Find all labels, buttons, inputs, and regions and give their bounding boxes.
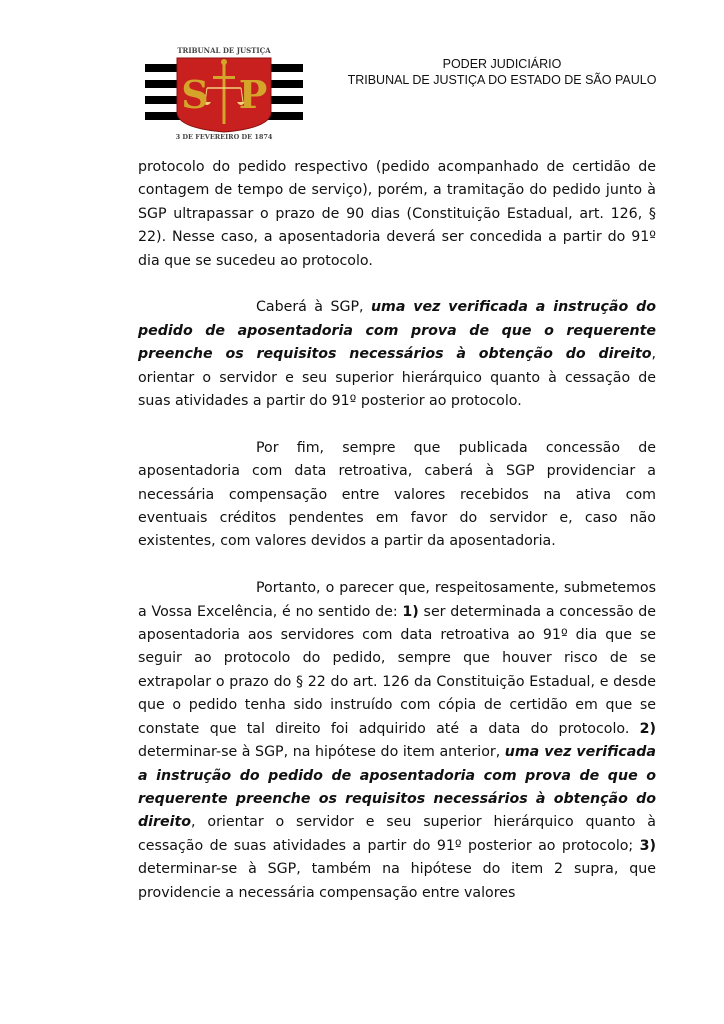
paragraph <box>138 296 656 413</box>
paragraph <box>138 577 656 905</box>
paragraph-text: , orientar o servidor e seu superior hierárquico quanto à cessação de suas atividades a partir do 91º posterior ao protocolo. <box>138 346 656 410</box>
paragraph-text: protocolo do pedido respectivo (pedido acompanhado de certidão de contagem de tempo de serviço), porém, a tramitação do pedido junto à SGP ultrapassar o prazo de 90 dias (Constituição Estadual, art. 126, § 22). Nesse caso, a aposentadoria deverá ser concedida a partir do 91º dia que se sucedeu ao protocolo. <box>138 159 656 269</box>
emphasized-text: uma vez verificada a instrução do pedido de aposentadoria com prova de que o requerente preenche os requisitos necessários à obtenção do direito <box>138 744 656 831</box>
letterhead-line-1: PODER JUDICIÁRIO <box>442 57 562 71</box>
seal-letter-p: P <box>238 72 268 117</box>
emphasized-text: 1) <box>402 603 419 620</box>
paragraph-text: ser determinada a concessão de aposentadoria aos servidores com data retroativa ao 91º dia que se seguir ao protocolo do pedido, sempre que houver risco de se extrapolar o prazo do § 22 do art. 126 da Constituição Estadual, e desde que o pedido tenha sido instruído com cópia de certidão em que se constate que tal direito foi adquirido até a data do protocolo. <box>138 603 656 737</box>
emphasized-text: 2) <box>639 720 656 737</box>
seal-letter-s: S <box>181 72 209 117</box>
document-body <box>138 156 656 905</box>
paragraph <box>138 437 656 554</box>
letterhead-line-2: TRIBUNAL DE JUSTIÇA DO ESTADO DE SÃO PAULO <box>347 73 657 87</box>
letterhead <box>322 56 682 88</box>
emphasized-text: uma vez verificada a instrução do pedido de aposentadoria com prova de que o requerente preenche os requisitos necessários à obtenção do direito <box>138 299 656 363</box>
seal-bottom-text: 3 DE FEVEREIRO DE 1874 <box>175 133 273 140</box>
paragraph-text: Caberá à SGP, <box>256 299 371 316</box>
paragraph-text: determinar-se à SGP, na hipótese do item anterior, <box>138 744 505 761</box>
paragraph-text: , orientar o servidor e seu superior hierárquico quanto à cessação de suas atividades a partir do 91º posterior ao protocolo; <box>138 814 656 854</box>
court-seal-logo <box>145 42 303 140</box>
seal-top-text: TRIBUNAL DE JUSTIÇA <box>177 46 271 55</box>
emphasized-text: 3) <box>639 837 656 854</box>
paragraph <box>138 156 656 273</box>
paragraph-text: Portanto, o parecer que, respeitosamente, submetemos a Vossa Excelência, é no sentido de: <box>138 580 656 620</box>
paragraph-text: Por fim, sempre que publicada concessão de aposentadoria com data retroativa, caberá à SGP providenciar a necessária compensação entre valores recebidos na ativa com eventuais créditos pendentes em favor do servidor e, caso não existentes, com valores devidos a partir da aposentadoria. <box>138 439 656 550</box>
paragraph-text: determinar-se à SGP, também na hipótese do item 2 supra, que providencie a necessária compensação entre valores <box>138 861 656 901</box>
